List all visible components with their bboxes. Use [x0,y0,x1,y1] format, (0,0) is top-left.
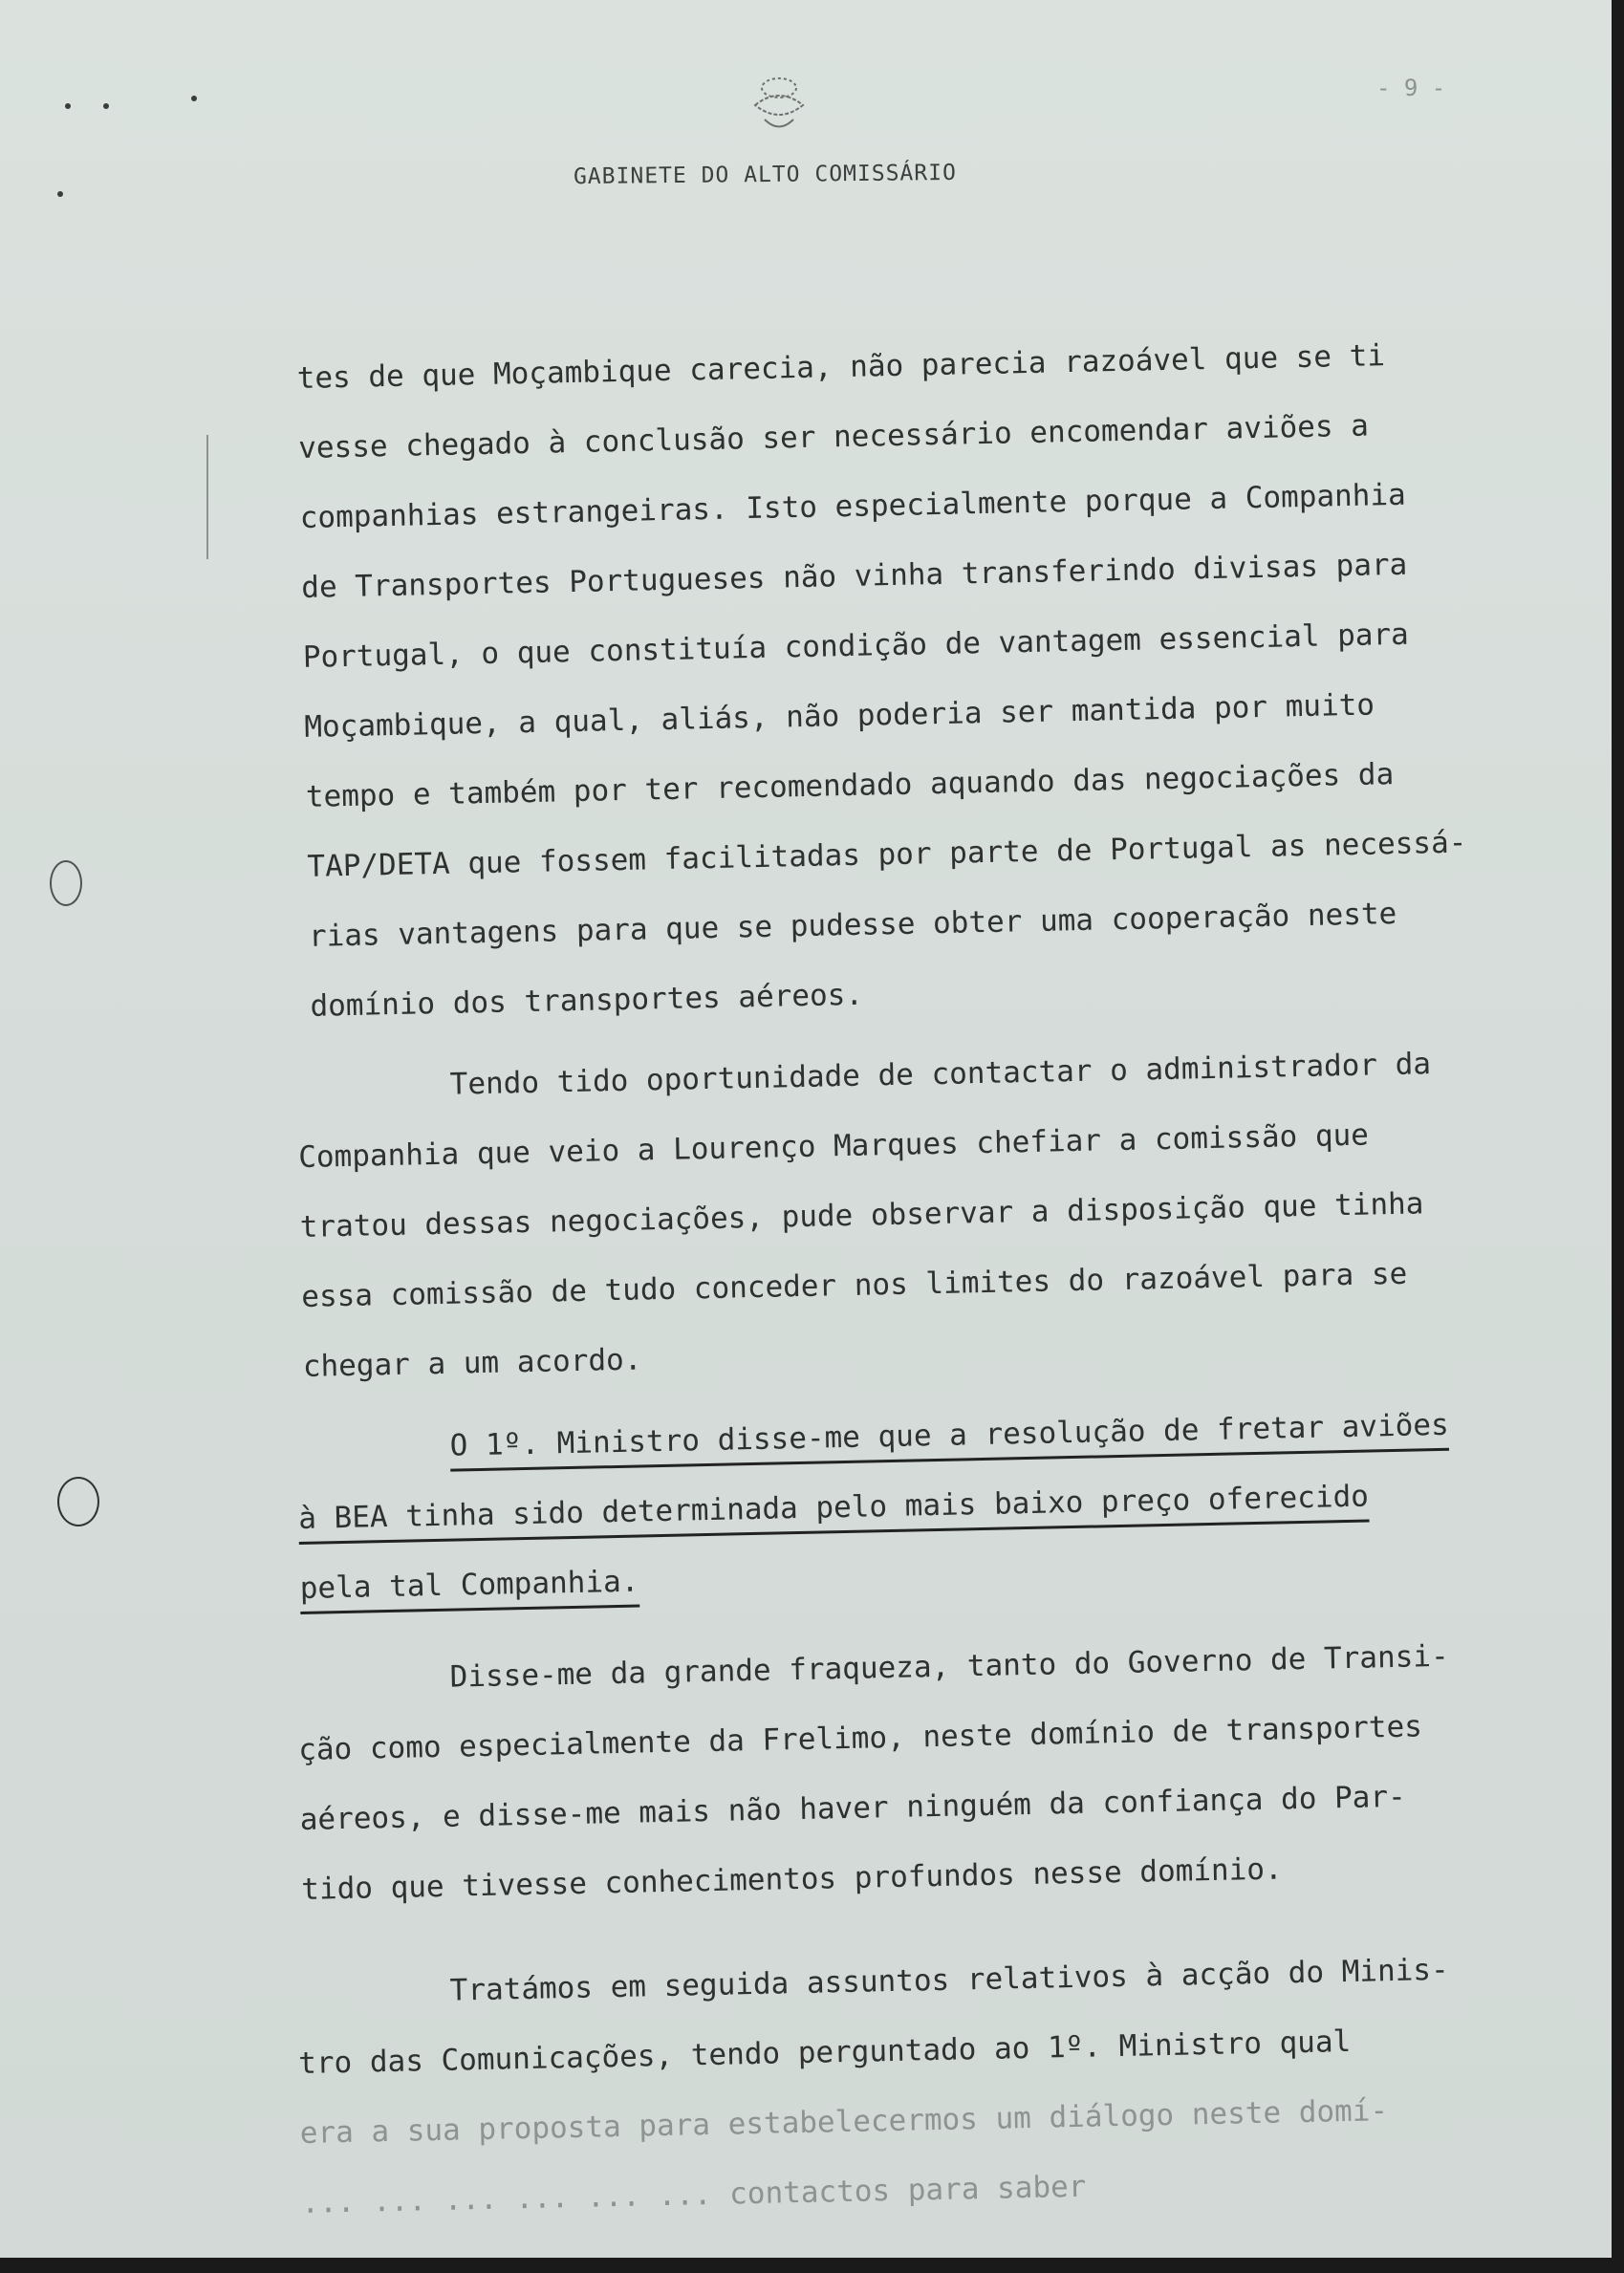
paragraph-5 [296,1934,1535,2239]
text-line: de Transportes Portugueses não vinha transferindo divisas para [300,547,1408,605]
text-line: vesse chegado à conclusão ser necessário encomendar aviões a [297,408,1370,465]
text-line: Portugal, o que constituía condição de vantagem essencial para [302,617,1410,675]
text-line: chegar a um acordo. [302,1342,642,1384]
paragraph-1 [296,318,1544,1042]
text-line: Companhia que veio a Lourenço Marques chefiar a comissão que [297,1117,1370,1175]
underlined-text: O 1º. Ministro disse-me que a resolução de fretar aviões [449,1408,1449,1472]
text-line: rias vantagens para que se pudesse obter uma cooperação neste [308,897,1397,954]
page-number: - 9 - [1376,75,1446,101]
paragraph-3-underlined [296,1389,1533,1624]
text-line: tes de que Moçambique carecia, não parecia razoável que se ti [296,338,1386,396]
speck [65,103,71,109]
text-line: aéreos, e disse-me mais não haver ninguém da confiança do Par- [299,1779,1407,1837]
punch-hole [57,1477,99,1526]
text-line: TAP/DETA que fossem facilitadas por parte de Portugal as necessá- [307,825,1467,884]
text-line: tro das Comunicações, tendo perguntado ao 1º. Ministro qual [297,2024,1352,2081]
margin-mark [206,435,208,559]
underlined-text: pela tal Companhia. [299,1565,639,1614]
text-line: companhias estrangeiras. Isto especialmente porque a Companhia [299,477,1407,535]
punch-hole [50,860,82,906]
text-line: Tendo tido oportunidade de contactar o administrador da [449,1047,1432,1102]
text-line: ... ... ... ... ... ... contactos para saber [300,2169,1087,2220]
speck [103,103,109,109]
text-line: tido que tivesse conhecimentos profundos nesse domínio. [300,1851,1283,1907]
paragraph-4 [296,1620,1535,1925]
text-line: tratou dessas negociações, pude observar a disposição que tinha [299,1186,1424,1245]
office-header: GABINETE DO ALTO COMISSÁRIO [573,160,958,190]
text-line: essa comissão de tudo conceder nos limites do razoável para se [300,1256,1408,1314]
text-line: era a sua proposta para estabelecermos um diálogo neste domí- [299,2093,1389,2151]
text-line: Tratámos em seguida assuntos relativos à acção do Minis- [449,1952,1450,2008]
speck [57,191,63,197]
text-line: ção como especialmente da Frelimo, neste domínio de transportes [297,1709,1423,1767]
text-line: Moçambique, a qual, aliás, não poderia ser mantida por muito [304,687,1375,745]
text-line: domínio dos transportes aéreos. [310,977,864,1024]
speck [191,96,197,101]
text-line: tempo e também por ter recomendado aquando das negociações da [305,757,1395,814]
paragraph-2 [296,1028,1536,1402]
coat-of-arms-emblem [726,67,832,143]
text-line: Disse-me da grande fraqueza, tanto do Governo de Transi- [449,1638,1450,1695]
underlined-text: à BEA tinha sido determinada pelo mais baixo preço oferecido [298,1480,1370,1545]
